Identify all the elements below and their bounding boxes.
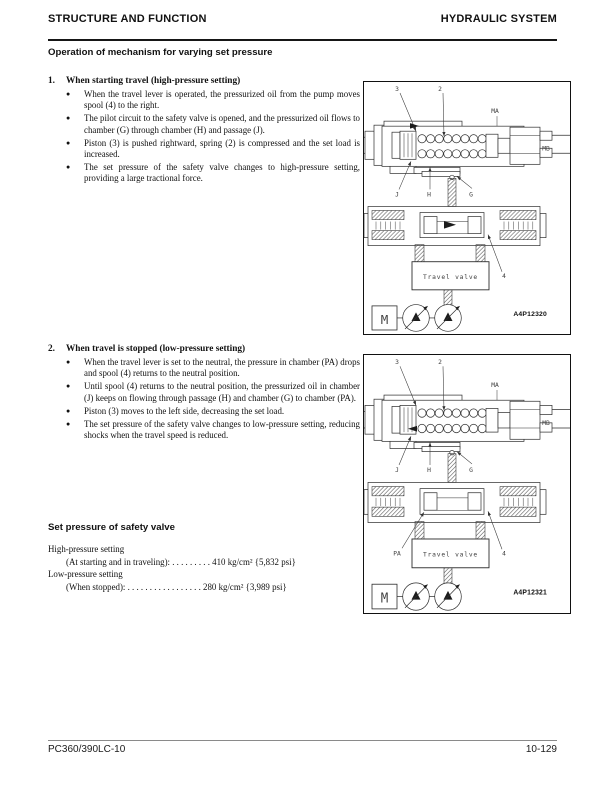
motor-label: M [380,590,389,606]
label-passage-j: J [395,466,399,475]
set-pressure-row-value: (At starting and in traveling): . . . . . . . . . 410 kg/cm² {5,832 psi} [66,556,296,567]
set-pressure-row-label: High-pressure setting [48,544,125,554]
footer-page-number: 10-129 [525,744,557,755]
label-spool-4: 4 [502,272,506,280]
label-port-mb: MB [542,145,550,153]
bullet-text: When the travel lever is operated, the pressurized oil from the pump moves spool (4) to the right. [84,89,360,111]
bullet-text: Piston (3) is pushed rightward, spring (2) is compressed and the set load is increased. [84,137,360,160]
label-spring-2: 2 [438,358,442,367]
bullet-icon: ● [66,382,71,391]
section-2-title: When travel is stopped (low-pressure setting) [66,344,246,354]
section-1-title: When starting travel (high-pressure setting) [66,76,241,86]
header-right: HYDRAULIC SYSTEM [440,13,557,25]
figure-low-pressure [363,354,571,614]
bullet-text: The set pressure of the safety valve changes to high-pressure setting, providing a large tractional force. [84,161,360,184]
bullet-item [66,89,360,112]
hydraulic-circuit-diagram [364,355,570,613]
header-left: STRUCTURE AND FUNCTION [48,13,207,25]
bullet-item [66,138,360,161]
bullet-item [66,406,360,417]
bullet-text: The set pressure of the safety valve changes to low-pressure setting, reducing shocks when the travel speed is reduced. [84,418,360,440]
bullet-text: Piston (3) moves to the left side, decreasing the set load. [84,405,285,416]
label-port-mb: MB [542,418,550,427]
bullet-text: Until spool (4) returns to the neutral position, the pressurized oil in chamber (J) keeps on flowing through passage (H) and chamber (G) to chamber (PA). [84,381,360,403]
label-spring-2: 2 [438,86,442,94]
bullet-icon: ● [66,162,71,171]
section-1-number: 1. [48,76,55,86]
bullet-icon: ● [66,419,71,428]
header-rule [48,39,557,41]
set-pressure-title: Set pressure of safety valve [48,522,175,533]
page-footer [48,744,557,755]
label-passage-j: J [395,191,399,199]
travel-valve-label: Travel valve [422,550,479,559]
bullet-icon: ● [66,406,71,415]
bullet-item [66,113,360,136]
bullet-icon: ● [66,358,71,366]
motor-label: M [380,311,389,327]
label-spool-4: 4 [502,549,506,558]
set-pressure-body [48,543,378,593]
bullet-text: The pilot circuit to the safety valve is opened, and the pressurized oil flows to chamber (G) through chamber (H) and passage (J). [84,113,360,135]
footer-rule [48,740,557,741]
section-2-bullets [48,357,360,441]
label-port-ma: MA [491,108,499,116]
set-pressure-row-label: Low-pressure setting [48,569,123,580]
set-pressure-row-value: (When stopped): . . . . . . . . . . . . . . . . . 280 kg/cm² {3,989 psi} [66,581,287,592]
section-1 [48,75,360,186]
section-2-heading [48,343,360,355]
bullet-icon: ● [66,90,71,98]
label-chamber-g: G [469,191,473,199]
label-chamber-h: H [427,466,431,475]
page-header [48,13,557,25]
section-title: Operation of mechanism for varying set pressure [48,47,273,58]
bullet-item [66,381,360,404]
footer-model: PC360/390LC-10 [48,744,126,755]
bullet-icon: ● [66,114,71,123]
bullet-item [66,357,360,380]
section-1-bullets [48,89,360,185]
label-chamber-g: G [469,466,473,475]
label-chamber-pa: PA [393,549,401,558]
section-1-heading [48,75,360,87]
travel-valve-label: Travel valve [422,273,479,281]
bullet-item [66,162,360,185]
section-2-number: 2. [48,344,55,354]
figure-code: A4P12320 [513,310,547,318]
figure-high-pressure [363,81,571,335]
bullet-icon: ● [66,138,71,147]
label-piston-3: 3 [395,86,399,94]
bullet-text: When the travel lever is set to the neutral, the pressure in chamber (PA) drops and spool (4) returns to the neutral position. [84,357,360,379]
hydraulic-circuit-diagram [364,82,570,334]
figure-code: A4P12321 [513,589,547,597]
label-port-ma: MA [491,380,499,389]
label-chamber-h: H [427,191,431,199]
bullet-item [66,419,360,442]
label-piston-3: 3 [395,358,399,367]
section-2 [48,343,360,443]
